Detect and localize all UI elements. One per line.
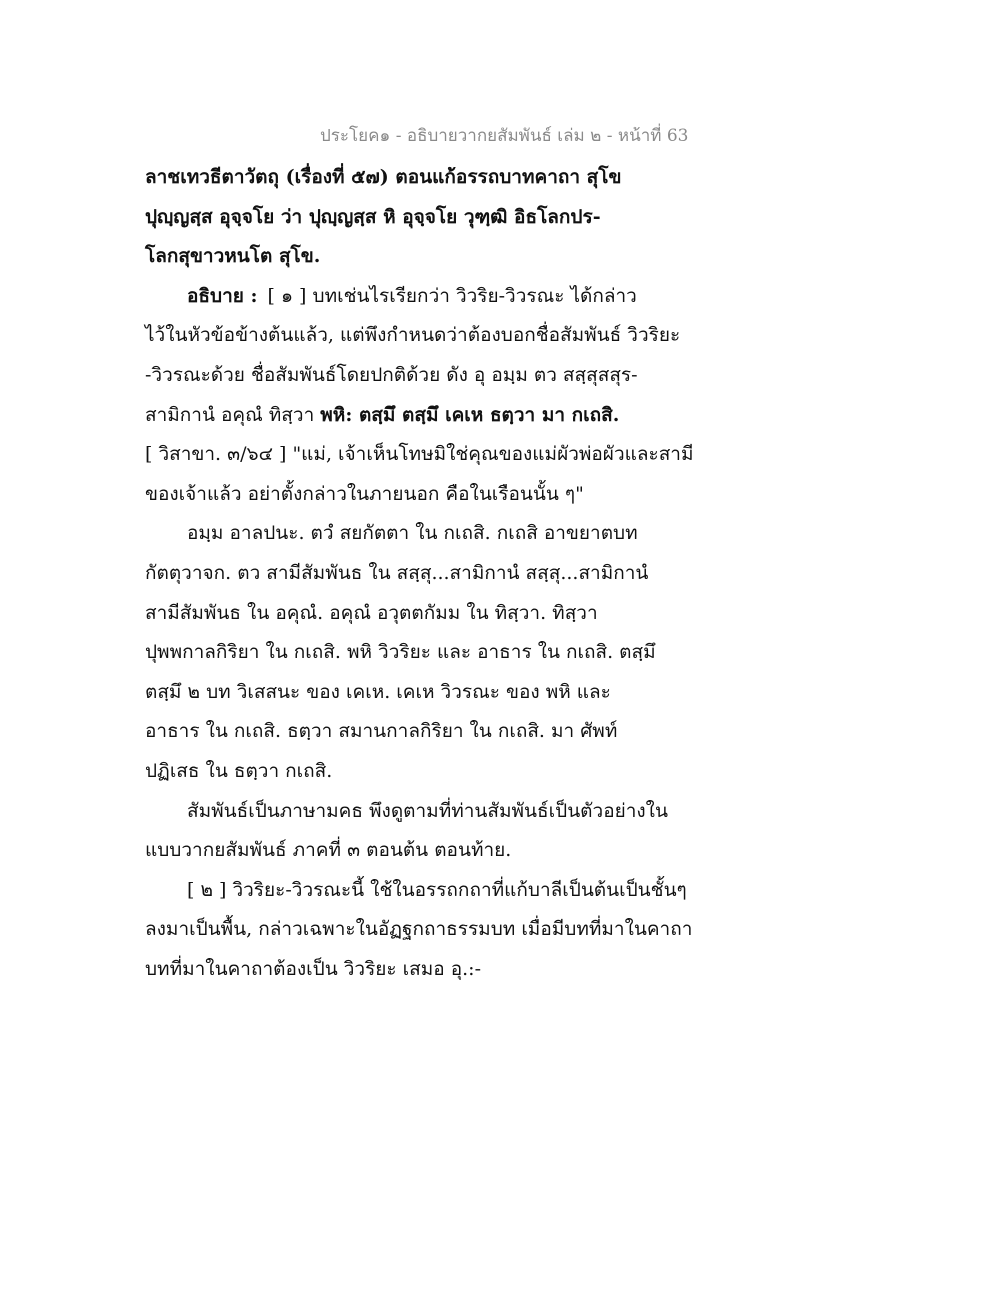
paragraph-line: -วิวรณะด้วย ชื่อสัมพันธ์โดยปกติด้วย ดัง อุ อมฺม ตว สสฺสุสสุร-: [145, 363, 638, 386]
paragraph-line: [145, 277, 705, 317]
paragraph-text: [ ๑ ] บทเช่นไรเรียกว่า วิวริย-วิวรณะ ได้กล่าว: [267, 284, 637, 307]
paragraph-line: สามีสัมพันธ ใน อคุณํ. อคุณํ อวุตตกัมม ใน ทิสฺวา. ทิสฺวา: [145, 601, 598, 624]
title-line: ลาชเทวธีตาวัตถุ (เรื่องที่ ๕๗) ตอนแก้อรรถบาทคาถา สุโข: [145, 166, 622, 188]
paragraph-line: กัตตุวาจก. ตว สามีสัมพันธ ใน สสฺสุ...สามิกานํ สสฺสุ...สามิกานํ: [145, 561, 649, 584]
paragraph-line: สัมพันธ์เป็นภาษามคธ พึงดูตามที่ท่านสัมพันธ์เป็นตัวอย่างใน: [187, 799, 668, 822]
paragraph-line: อาธาร ใน กเถสิ. ธตฺวา สมานกาลกิริยา ใน กเถสิ. มา ศัพท์: [145, 720, 618, 743]
pali-example: พหิ: ตสฺมึ ตสฺมึ เคเห ธตฺวา มา กเถสิ.: [320, 403, 620, 426]
paragraph-line: [ วิสาขา. ๓/๖๔ ] "แม่, เจ้าเห็นโทษมิใช่คุณของแม่ผัวพ่อผัวและสามี: [145, 443, 694, 466]
paragraph-line: ปุพพกาลกิริยา ใน กเถสิ. พหิ วิวริยะ และ อาธาร ใน กเถสิ. ตสฺมึ: [145, 641, 656, 664]
paragraph-line: บทที่มาในคาถาต้องเป็น วิวริยะ เสมอ อุ.:-: [145, 957, 481, 980]
explanation-label: อธิบาย :: [187, 284, 258, 307]
paragraph-line: ตสฺมึ ๒ บท วิเสสนะ ของ เคเห. เคเห วิวรณะ ของ พหิ และ: [145, 680, 611, 703]
paragraph-line: ของเจ้าแล้ว อย่าตั้งกล่าวในภายนอก คือในเรือนนั้น ๆ": [145, 482, 584, 505]
paragraph-line: [145, 396, 705, 436]
paragraph-line: ลงมาเป็นพื้น, กล่าวเฉพาะในอัฏฐกถาธรรมบท เมื่อมีบทที่มาในคาถา: [145, 918, 693, 941]
title-line: โลกสุขาวหนโต สุโข.: [145, 245, 321, 268]
paragraph-line: แบบวากยสัมพันธ์ ภาคที่ ๓ ตอนต้น ตอนท้าย.: [145, 839, 512, 862]
paragraph-text: สามิกานํ อคุณํ ทิสฺวา: [145, 403, 321, 426]
paragraph-line: [ ๒ ] วิวริยะ-วิวรณะนี้ ใช้ในอรรถกถาที่แก้บาลีเป็นต้นเป็นชั้นๆ: [187, 878, 687, 901]
paragraph-line: อมฺม อาลปนะ. ตวํ สยกัตตา ใน กเถสิ. กเถสิ อาขยาตบท: [187, 522, 638, 545]
title-line: ปุญฺญสฺส อุจฺจโย ว่า ปุญฺญสฺส หิ อุจฺจโย วุฑฺฒิ อิธโลกปร-: [145, 205, 601, 228]
running-header: ประโยค๑ - อธิบายวากยสัมพันธ์ เล่ม ๒ - หน้าที่ 63: [320, 126, 689, 146]
body-text: [145, 158, 705, 989]
paragraph-line: ปฏิเสธ ใน ธตฺวา กเถสิ.: [145, 759, 333, 782]
paragraph-line: ไว้ในหัวข้อข้างต้นแล้ว, แต่พึงกำหนดว่าต้องบอกชื่อสัมพันธ์ วิวริยะ: [145, 324, 681, 347]
